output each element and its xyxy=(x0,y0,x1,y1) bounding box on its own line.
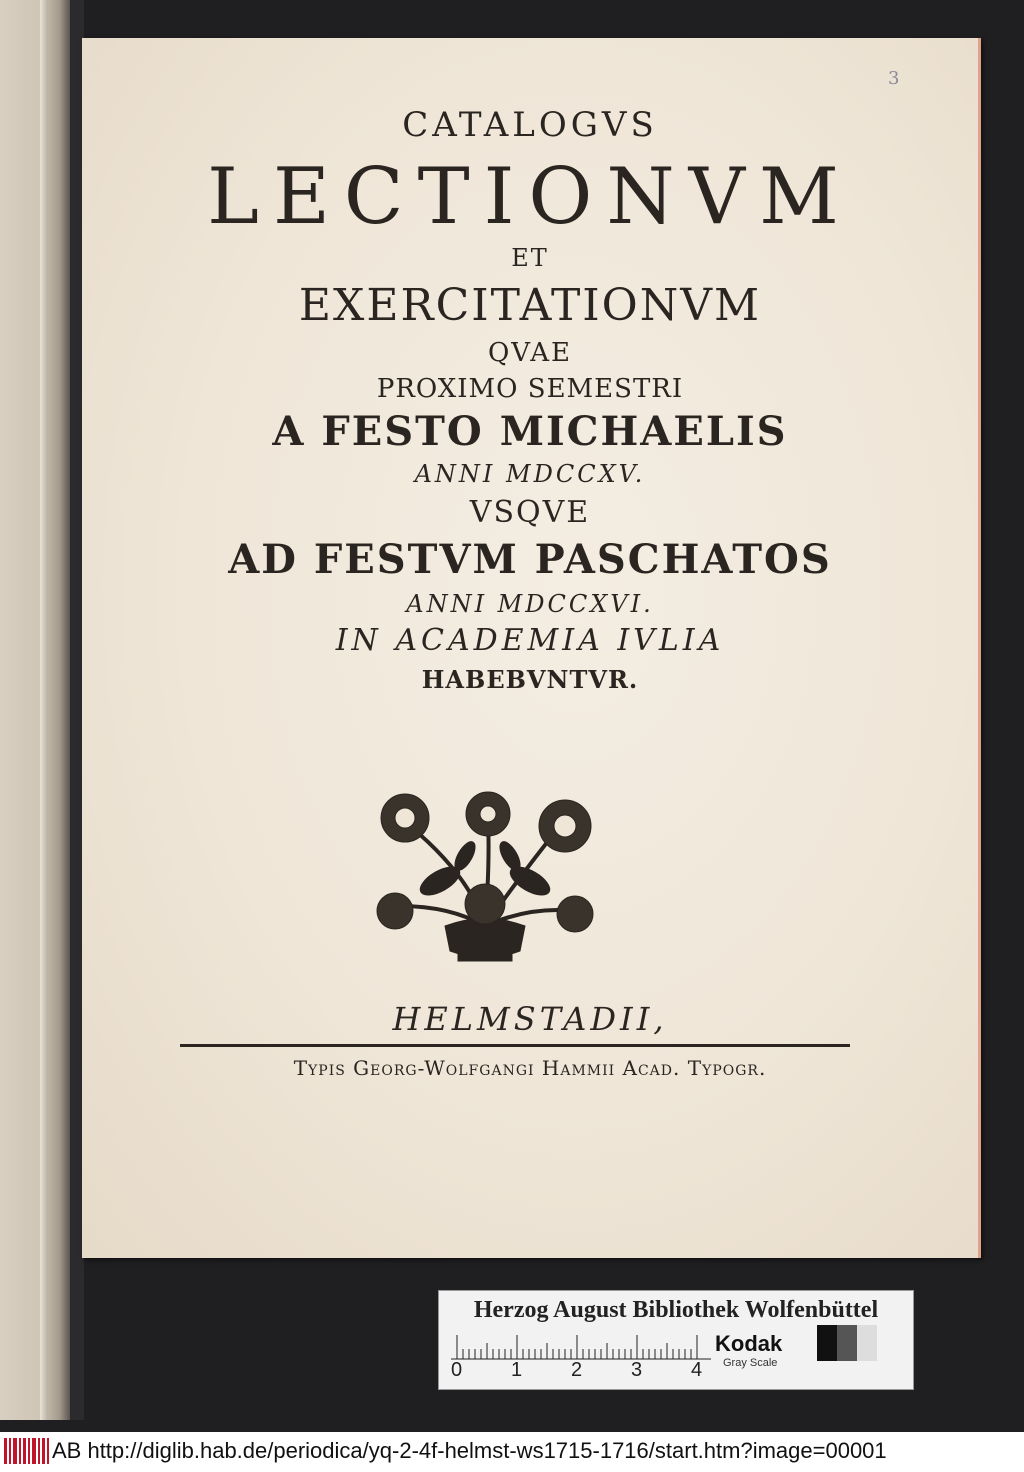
gray-scale-caption: Gray Scale xyxy=(723,1357,778,1369)
ruler-number: 4 xyxy=(691,1359,703,1381)
source-url[interactable]: AB http://diglib.hab.de/periodica/yq-2-4f-helmst-ws1715-1716/start.htm?image=00001 xyxy=(52,1438,887,1463)
ruler-number: 1 xyxy=(511,1359,523,1381)
title-block xyxy=(82,100,978,692)
title-line-habebvntvr: HABEBVNTVR. xyxy=(421,665,639,694)
title-line-exercitationvm: EXERCITATIONVM xyxy=(298,280,762,331)
swatch-light-gray xyxy=(857,1325,877,1361)
title-line-vsqve: VSQVE xyxy=(469,495,591,530)
gray-swatches xyxy=(817,1325,877,1361)
title-line-anni-mdccxv: ANNI MDCCXV. xyxy=(414,460,646,488)
swatch-black xyxy=(817,1325,837,1361)
library-name: Herzog August Bibliothek Wolfenbüttel xyxy=(473,1297,879,1323)
imprint-block xyxy=(82,1000,978,1038)
barcode-icon xyxy=(4,1438,50,1464)
imprint-rule xyxy=(180,1044,850,1047)
title-line-a-festo-michaelis: A FESTO MICHAELIS xyxy=(272,408,788,455)
swatch-dark-gray xyxy=(837,1325,857,1361)
floral-vase-ornament xyxy=(370,786,600,968)
title-line-ad-festum-paschatos: AD FESTVM PASCHATOS xyxy=(228,536,832,583)
previous-page-edge xyxy=(0,0,70,1420)
ruler-numbers xyxy=(451,1359,711,1383)
title-line-anni-mdccxvi: ANNI MDCCXVI. xyxy=(406,590,654,618)
imprint-place: HELMSTADII, xyxy=(392,1000,668,1038)
page-number: 3 xyxy=(888,68,900,89)
ruler-number: 3 xyxy=(631,1359,643,1381)
kodak-brand: Kodak xyxy=(715,1331,783,1356)
ruler-number: 2 xyxy=(571,1359,583,1381)
url-footer xyxy=(0,1432,1024,1472)
library-color-scale-label xyxy=(438,1290,914,1390)
title-line-qvae: QVAE xyxy=(487,338,573,368)
ruler-scale xyxy=(451,1329,711,1361)
title-line-et: ET xyxy=(511,244,549,272)
ruler-number: 0 xyxy=(451,1359,463,1381)
imprint-printer: Typis Georg-Wolfgangi Hammii Acad. Typogr. xyxy=(293,1056,767,1080)
title-line-lectionvm: LECTIONVM xyxy=(207,152,853,242)
title-line-catalogvs: CATALOGVS xyxy=(402,105,658,145)
page-edge-strip xyxy=(40,0,48,1420)
title-line-proximo-semestri: PROXIMO SEMESTRI xyxy=(376,374,684,404)
title-line-in-academia-ivlia: IN ACADEMIA IVLIA xyxy=(335,623,725,658)
